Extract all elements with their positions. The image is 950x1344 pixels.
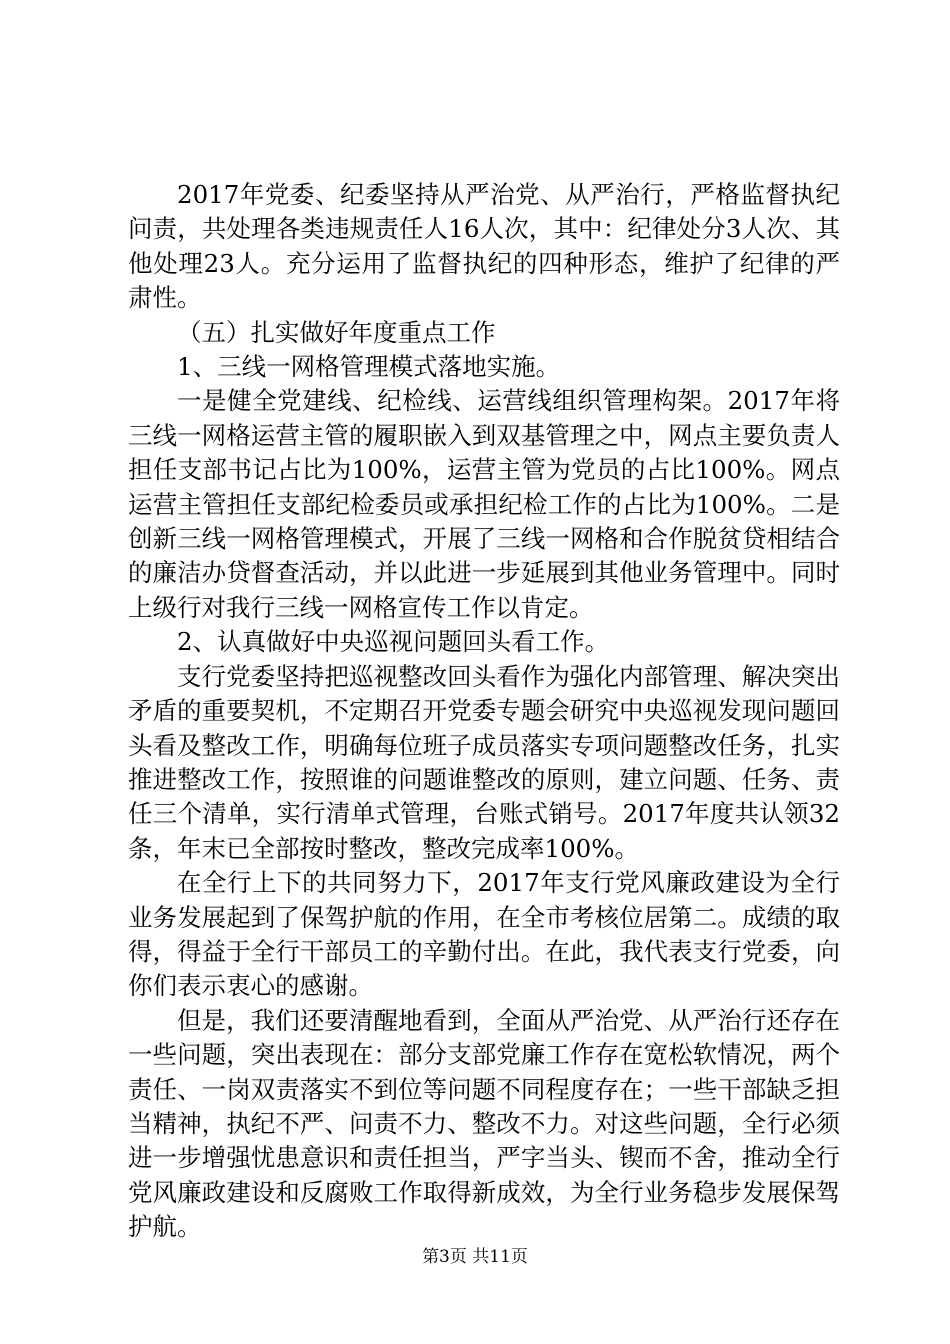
page-number-footer: 第3页 共11页: [422, 1247, 528, 1267]
paragraph-achievements: 在全行上下的共同努力下，2017年支行党风廉政建设为全行业务发展起到了保驾护航的作用，在全市考核位居第二。成绩的取得，得益于全行干部员工的辛勤付出。在此，我代表支行党委，向你们表示衷心的感谢。: [128, 868, 840, 1001]
subheading-inspection-review: 2、认真做好中央巡视问题回头看工作。: [177, 627, 610, 657]
section-heading-key-work: （五）扎实做好年度重点工作: [177, 317, 496, 347]
paragraph-problems: 但是，我们还要清醒地看到，全面从严治党、从严治行还存在一些问题，突出表现在：部分支部党廉工作存在宽松软情况，两个责任、一岗双责落实不到位等问题不同程度存在；一些干部缺乏担当精神，执纪不严、问责不力、整改不力。对这些问题，全行必须进一步增强忧患意识和责任担当，严字当头、锲而不舍，推动全行党风廉政建设和反腐败工作取得新成效，为全行业务稳步发展保驾护航。: [128, 1005, 840, 1242]
paragraph-grid-management: 一是健全党建线、纪检线、运营线组织管理构架。2017年将三线一网格运营主管的履职嵌入到双基管理之中，网点主要负责人担任支部书记占比为100%，运营主管为党员的占比100%。网点运营主管担任支部纪检委员或承担纪检工作的占比为100%。二是创新三线一网格管理模式，开展了三线一网格和合作脱贫贷相结合的廉洁办贷督查活动，并以此进一步延展到其他业务管理中。同时上级行对我行三线一网格宣传工作以肯定。: [128, 386, 840, 622]
paragraph-inspection-review: 支行党委坚持把巡视整改回头看作为强化内部管理、解决突出矛盾的重要契机，不定期召开党委专题会研究中央巡视发现问题回头看及整改工作，明确每位班子成员落实专项问题整改任务，扎实推进整改工作，按照谁的问题谁整改的原则，建立问题、任务、责任三个清单，实行清单式管理，台账式销号。2017年度共认领32条，年末已全部按时整改，整改完成率100%。: [128, 661, 840, 863]
subheading-grid-management: 1、三线一网格管理模式落地实施。: [177, 352, 561, 382]
document-body: [128, 178, 840, 1245]
paragraph-discipline-summary: 2017年党委、纪委坚持从严治党、从严治行，严格监督执纪问责，共处理各类违规责任人16人次，其中：纪律处分3人次、其他处理23人。充分运用了监督执纪的四种形态，维护了纪律的严肃性。: [128, 180, 840, 313]
